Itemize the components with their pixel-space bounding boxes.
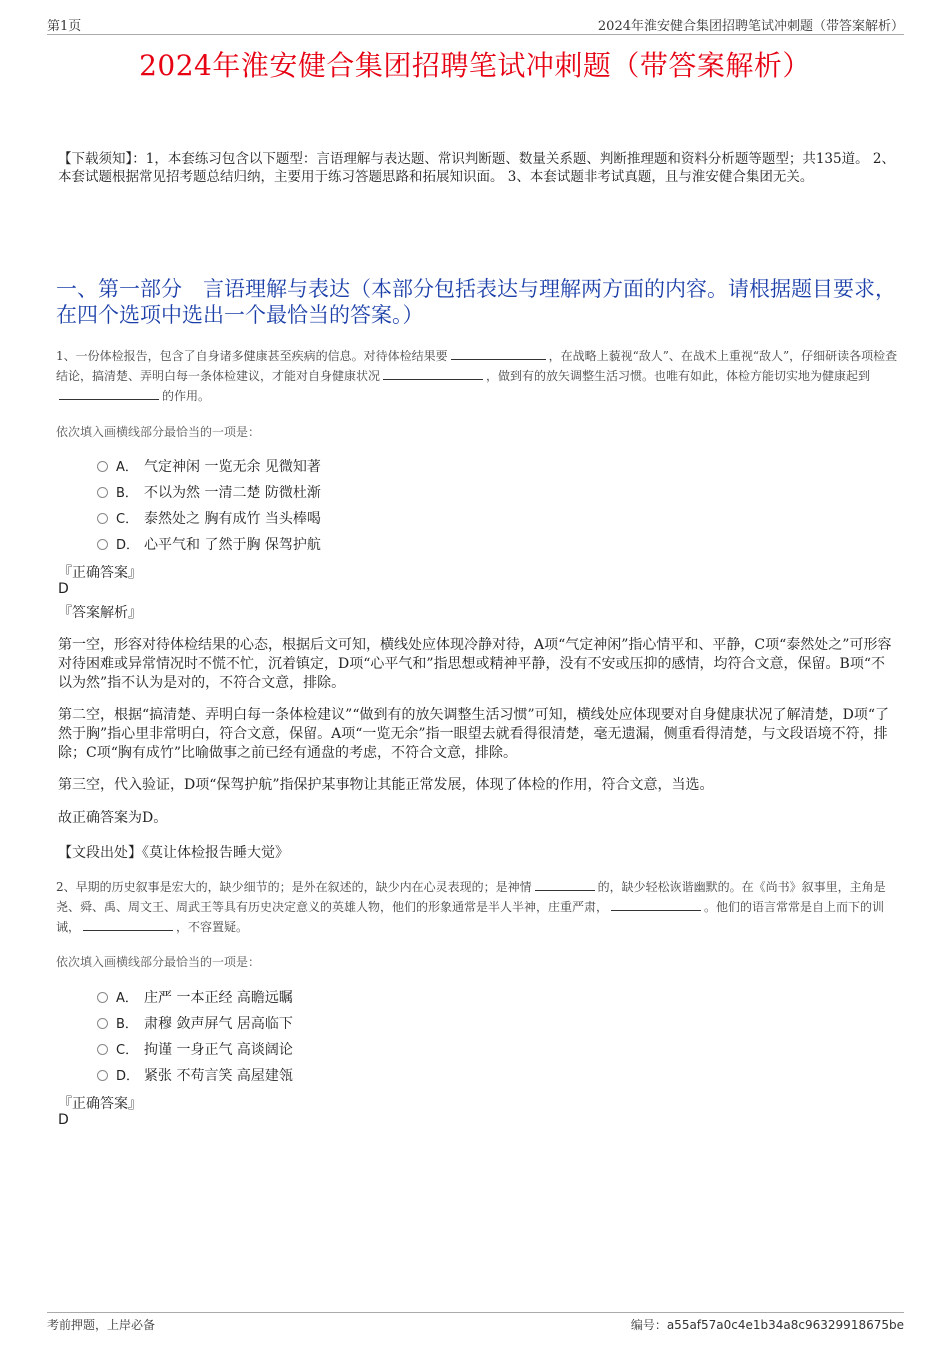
radio-icon[interactable]	[97, 1070, 108, 1081]
question-1-stem	[56, 346, 898, 406]
analysis-paragraph: 第三空，代入验证，D项“保驾护航”指保护某事物让其能正常发展，体现了体检的作用，符合文意，当选。	[58, 777, 714, 793]
question-2-stem-part: 2、早期的历史叙事是宏大的，缺少细节的；是外在叙述的，缺少内在心灵表现的；是神情	[56, 880, 532, 894]
question-2-stem-part: ，不容置疑。	[176, 920, 249, 934]
radio-icon[interactable]	[97, 1044, 108, 1055]
footer-code	[631, 1316, 904, 1333]
question-1-analysis-label: 『答案解析』	[58, 605, 142, 621]
fill-blank	[83, 917, 173, 931]
footer-code-value: a55af57a0c4e1b34a8c96329918675be	[666, 1318, 904, 1332]
option-text: 气定神闲 一览无余 见微知著	[144, 459, 321, 475]
question-1-stem-part: ，在战略上藐视“敌人”、在战术上重视“敌人”，仔细研读各项检查结论，搞清楚、弄明白每一条体检建议，才能对自身健康状况	[56, 349, 898, 383]
question-1-option-b[interactable]	[97, 482, 321, 502]
fill-blank	[451, 346, 546, 360]
question-1-stem-part: ，做到有的放矢调整生活习惯。也唯有如此，体检方能切实地为健康起到	[486, 369, 871, 383]
option-letter: A．	[116, 460, 138, 475]
analysis-paragraph: 第二空，根据“搞清楚、弄明白每一条体检建议”“做到有的放矢调整生活习惯”可知，横线处应体现要对自身健康状况了解清楚，D项“了然于胸”指心里非常明白，符合文意，保留。A项“一览无余”指一眼望去就看得很清楚，毫无遗漏，侧重看得清楚，与文段语境不符，排除；C项“胸有成竹”比喻做事之前已经有通盘的考虑，不符合文意，排除。	[58, 707, 890, 761]
question-1-answer-label: 『正确答案』	[58, 565, 142, 581]
question-1-option-d[interactable]	[97, 534, 321, 554]
question-2-answer: D	[58, 1112, 69, 1128]
question-1-option-a[interactable]	[97, 456, 321, 476]
question-1-source: 【文段出处】《莫让体检报告睡大觉》	[58, 845, 289, 861]
option-text: 肃穆 敛声屏气 居高临下	[144, 1016, 293, 1032]
section-heading: 一、第一部分 言语理解与表达（本部分包括表达与理解两方面的内容。请根据题目要求，在四个选项中选出一个最恰当的答案。）	[56, 277, 896, 327]
option-text: 心平气和 了然于胸 保驾护航	[144, 537, 321, 553]
fill-blank	[59, 386, 159, 400]
radio-icon[interactable]	[97, 487, 108, 498]
question-2-option-c[interactable]	[97, 1039, 293, 1059]
option-letter: B．	[116, 486, 138, 501]
fill-blank	[383, 366, 483, 380]
question-1-stem-part: 1、一份体检报告，包含了自身诸多健康甚至疾病的信息。对待体检结果要	[56, 349, 448, 363]
question-2-prompt: 依次填入画横线部分最恰当的一项是：	[56, 955, 261, 969]
option-text: 庄严 一本正经 高瞻远瞩	[144, 990, 293, 1006]
option-text: 不以为然 一清二楚 防微杜渐	[144, 485, 321, 501]
radio-icon[interactable]	[97, 513, 108, 524]
analysis-conclusion: 故正确答案为D。	[58, 810, 168, 826]
option-letter: C．	[116, 1043, 139, 1058]
question-2-option-d[interactable]	[97, 1065, 293, 1085]
analysis-paragraph: 第一空，形容对待体检结果的心态，根据后文可知，横线处应体现冷静对待，A项“气定神闲”指心情平和、平静，C项“泰然处之”可形容对待困难或异常情况时不慌不忙，沉着镇定，D项“心平气和”指思想或精神平静，没有不安或压抑的感情，均符合文意，保留。B项“不以为然”指不认为是对的，不符合文意，排除。	[58, 637, 892, 691]
question-1-answer: D	[58, 581, 69, 597]
question-2-option-a[interactable]	[97, 987, 293, 1007]
fill-blank	[611, 897, 701, 911]
option-letter: D．	[116, 1069, 140, 1084]
option-letter: A．	[116, 991, 138, 1006]
header-divider	[47, 34, 904, 35]
header-doc-title: 2024年淮安健合集团招聘笔试冲刺题（带答案解析）	[597, 19, 904, 34]
option-text: 拘谨 一身正气 高谈阔论	[144, 1042, 293, 1058]
question-2-stem	[56, 877, 898, 937]
question-1-stem-part: 的作用。	[162, 389, 211, 403]
footer-slogan: 考前押题，上岸必备	[47, 1318, 156, 1332]
question-2-stem-part: 的，缺少轻松诙谐幽默的。在《尚书》叙事里，主角是尧、舜、禹、周文王、周武王等具有历史决定意义的英雄人物，他们的形象通常是半人半神，庄重严肃，	[56, 880, 886, 914]
radio-icon[interactable]	[97, 992, 108, 1003]
option-text: 紧张 不苟言笑 高屋建瓴	[144, 1068, 293, 1084]
radio-icon[interactable]	[97, 1018, 108, 1029]
option-letter: B．	[116, 1017, 138, 1032]
question-1-option-c[interactable]	[97, 508, 321, 528]
header-page-number: 第1页	[47, 19, 82, 34]
radio-icon[interactable]	[97, 461, 108, 472]
download-notice: 【下载须知】：1，本套练习包含以下题型：言语理解与表达题、常识判断题、数量关系题、判断推理题和资料分析题等题型；共135道。 2、本套试题根据常见招考题总结归纳，主要用于练习答题思路和拓展知识面。 3、本套试题非考试真题，且与淮安健合集团无关。	[58, 151, 895, 185]
question-2-answer-label: 『正确答案』	[58, 1096, 142, 1112]
footer-code-label: 编号：	[630, 1318, 667, 1332]
question-2-stem-part: 。他们的语言常常是自上而下的训诫，	[56, 900, 885, 934]
page-title: 2024年淮安健合集团招聘笔试冲刺题（带答案解析）	[139, 49, 811, 82]
option-letter: D．	[116, 538, 140, 553]
footer-divider	[47, 1312, 904, 1313]
radio-icon[interactable]	[97, 539, 108, 550]
question-1-prompt: 依次填入画横线部分最恰当的一项是：	[56, 425, 261, 439]
option-letter: C．	[116, 512, 139, 527]
fill-blank	[535, 877, 595, 891]
question-2-option-b[interactable]	[97, 1013, 293, 1033]
option-text: 泰然处之 胸有成竹 当头棒喝	[144, 511, 321, 527]
